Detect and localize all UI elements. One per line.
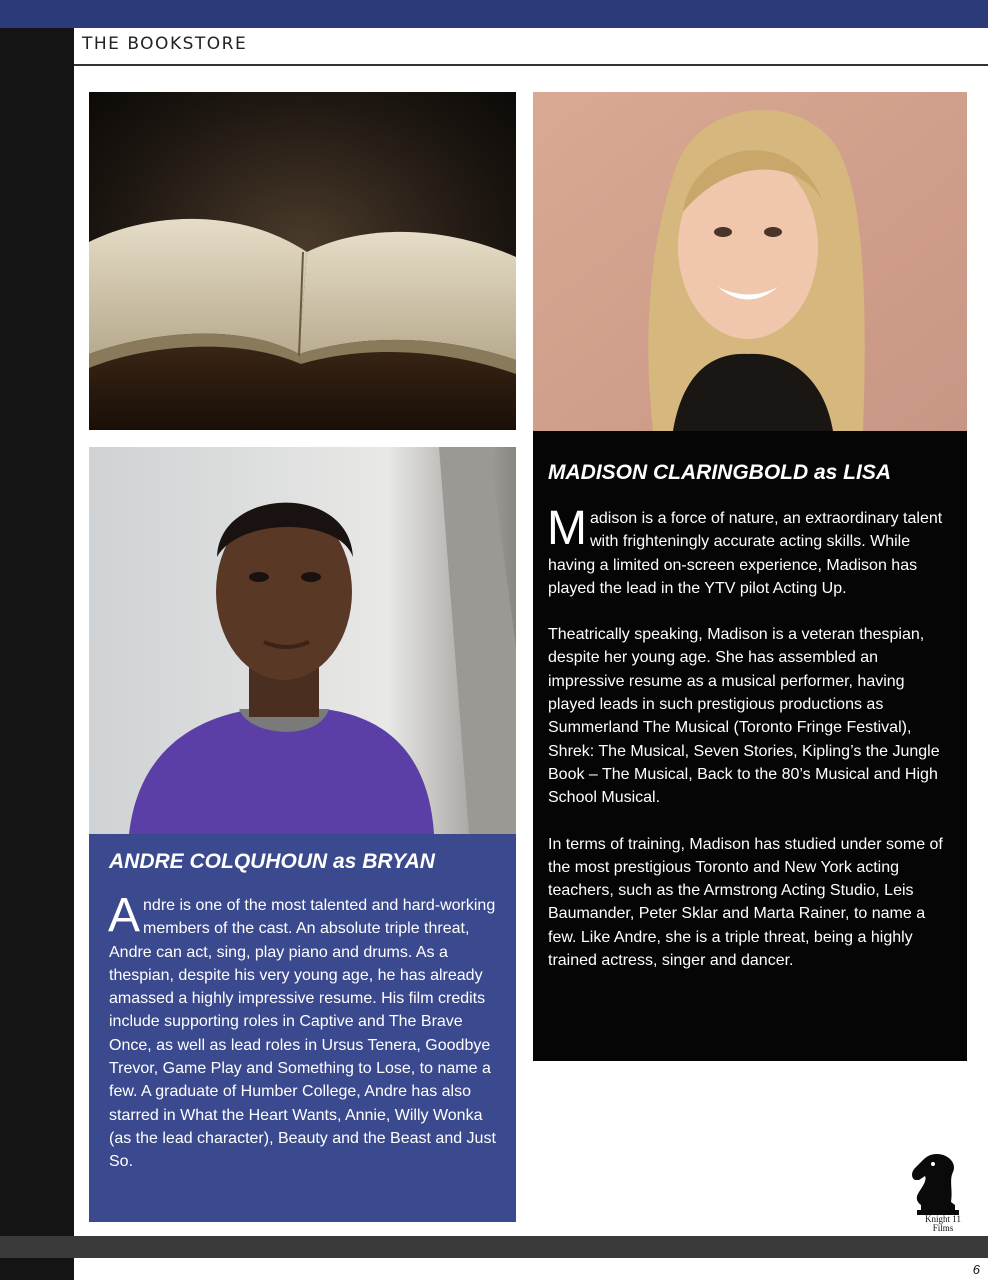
andre-bio-box — [89, 834, 516, 1222]
title-divider — [74, 64, 988, 66]
open-book-photo — [89, 92, 516, 430]
top-color-bar — [0, 0, 988, 28]
madison-bio-paragraph: In terms of training, Madison has studied under some of the most prestigious Toronto and New York acting teachers, such as the Armstrong Acting Studio, Leis Baumander, Peter Sklar and Marta Rainer, to name a few. Like Andre, she is a triple threat, being a highly trained actress, singer and dancer. — [548, 835, 943, 970]
madison-bio-heading: MADISON CLARINGBOLD as LISA — [548, 461, 892, 484]
madison-portrait-photo — [533, 92, 967, 431]
andre-bio-heading: ANDRE COLQUHOUN as BRYAN — [109, 850, 435, 873]
andre-portrait-photo — [89, 447, 516, 834]
andre-dropcap: A — [108, 889, 141, 942]
madison-bio-box — [533, 431, 967, 1061]
andre-para1-text: ndre is one of the most talented and hard-working members of the cast. An absolute triple threat, Andre can act, sing, play piano and drums. As a thespian, despite his very young age, he has already amassed a highly impressive resume. His film credits include supporting roles in Captive and The Brave Once, as well as lead roles in Ursus Tenera, Goodbye Trevor, Game Play and Something to Lose, to name a few. A graduate of Humber College, Andre has also starred in What the Heart Wants, Annie, Willy Wonka (as the lead character), Beauty and the Beast and Just So. — [109, 897, 496, 1171]
logo-line2: Films — [932, 1223, 954, 1233]
madison-para1-text: adison is a force of nature, an extraordinary talent with frighteningly accurate acting skills. While having a limited on-screen experience, Madison has played the lead in the YTV pilot Acting Up. — [548, 510, 943, 597]
section-title: THE BOOKSTORE — [82, 34, 248, 54]
left-color-bar — [0, 28, 74, 1280]
madison-dropcap: M — [547, 502, 587, 555]
logo-text — [918, 1215, 968, 1233]
madison-bio-paragraph: Theatrically speaking, Madison is a veteran thespian, despite her young age. She has assembled an impressive resume as a musical performer, having played leads in such prestigious productions as Summerland The Musical (Toronto Fringe Festival), Shrek: The Musical, Seven Stories, Kipling’s the Jungle Book – The Musical, Back to the 80’s Musical and High School Musical. — [548, 626, 940, 807]
page-number: 6 — [972, 1262, 980, 1277]
bottom-color-bar — [0, 1236, 988, 1258]
madison-bio-paragraph — [547, 502, 953, 600]
andre-bio-paragraph — [108, 889, 498, 1174]
logo-line1: Knight 11 — [925, 1214, 961, 1224]
